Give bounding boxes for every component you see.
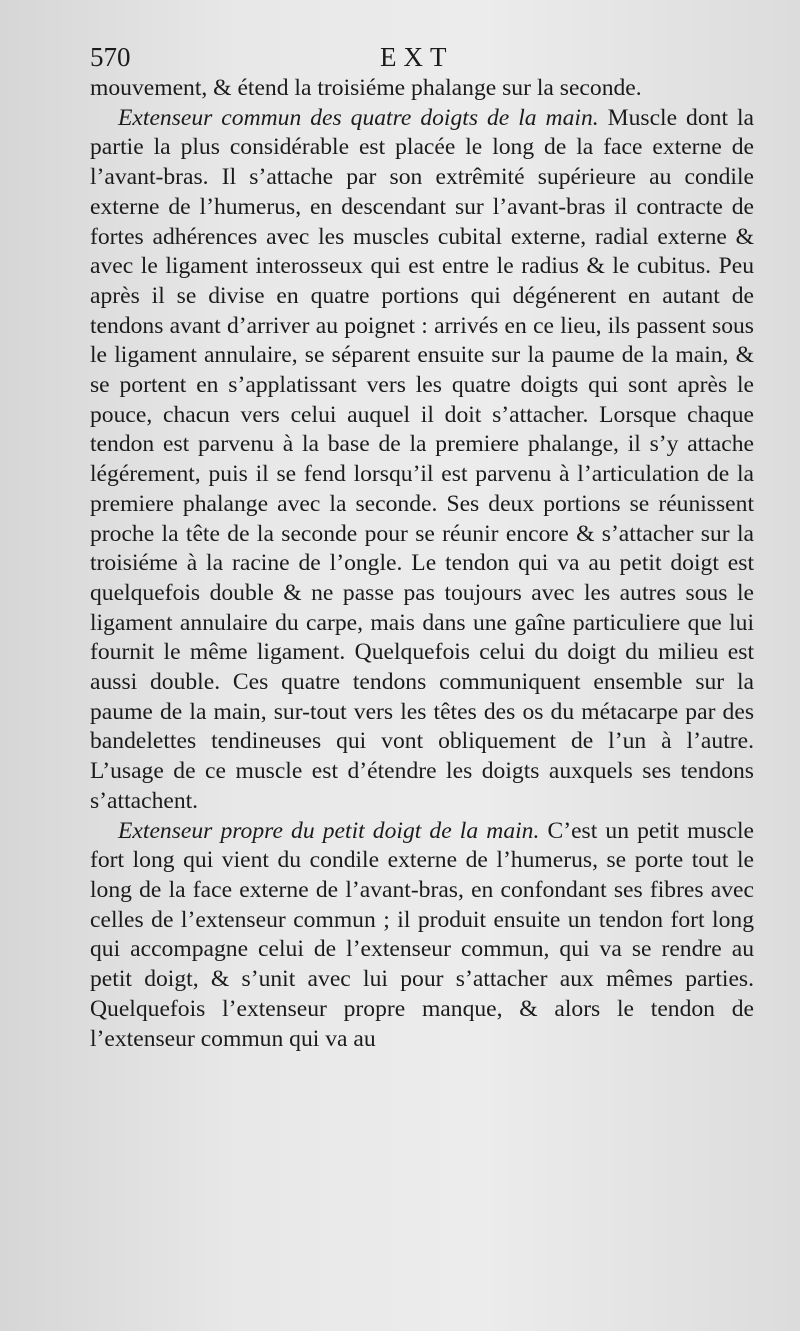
running-head: EXT (380, 42, 454, 72)
entry-term: Extenseur commun des quatre doigts de la main. (118, 104, 599, 131)
page-number: 570 (90, 42, 131, 72)
paragraph-extenseur-commun (90, 104, 754, 817)
paragraph-text: mouvement, & étend la troisiéme phalange sur la seconde. (90, 75, 642, 101)
paragraph-text: Muscle dont la partie la plus considérable est placée le long de la face externe de l’avant-bras. Il s’attache par son extrêmité supérieure au condile externe de l’humerus, en descendant sur l’avant-bras il contracte de fortes adhérences avec les muscles cubital externe, radial externe & avec le ligament interosseux qui est entre le radius & le cubitus. Peu après il se divise en quatre portions qui dégénerent en autant de tendons avant d’arriver au poignet : arrivés en ce lieu, ils passent sous le ligament annulaire, se séparent ensuite sur la paume de la main, & se portent en s’applatissant vers les quatre doigts qui sont après le pouce, chacun vers celui auquel il doit s’attacher. Lorsque chaque tendon est parvenu à la base de la premiere phalange, il s’y attache légérement, puis il se fend lorsqu’il est parvenu à l’articulation de la premiere phalange avec la seconde. Ses deux portions se réunissent proche la tête de la seconde pour se réunir encore & s’attacher sur la troisiéme à la racine de l’ongle. Le tendon qui va au petit doigt est quelquefois double & ne passe pas toujours avec les autres sous le ligament annulaire du carpe, mais dans une gaîne particuliere que lui fournit le même ligament. Quelquefois celui du doigt du milieu est aussi double. Ces quatre tendons communiquent ensemble sur la paume de la main, sur-tout vers les têtes des os du métacarpe par des bandelettes tendineuses qui vont obliquement de l’un à l’autre. L’usage de ce muscle est d’étendre les doigts auxquels ses tendons s’attachent. (90, 104, 755, 814)
paragraph-extenseur-propre (90, 817, 754, 1055)
paragraph-text: C’est un petit muscle fort long qui vient du condile externe de l’humerus, se porte tout le long de la face externe de l’avant-bras, en confondant ses fibres avec celles de l’extenseur commun ; il produit ensuite un tendon fort long qui accompagne celui de l’extenseur commun, qui va se rendre au petit doigt, & s’unit avec lui pour s’attacher aux mêmes parties. Quelquefois l’extenseur propre manque, & alors le tendon de l’extenseur commun qui va au (90, 817, 754, 1052)
paragraph-continuation (90, 74, 754, 104)
page-header (90, 40, 760, 74)
entry-term: Extenseur propre du petit doigt de la main. (118, 817, 540, 844)
body-text (90, 74, 754, 1054)
